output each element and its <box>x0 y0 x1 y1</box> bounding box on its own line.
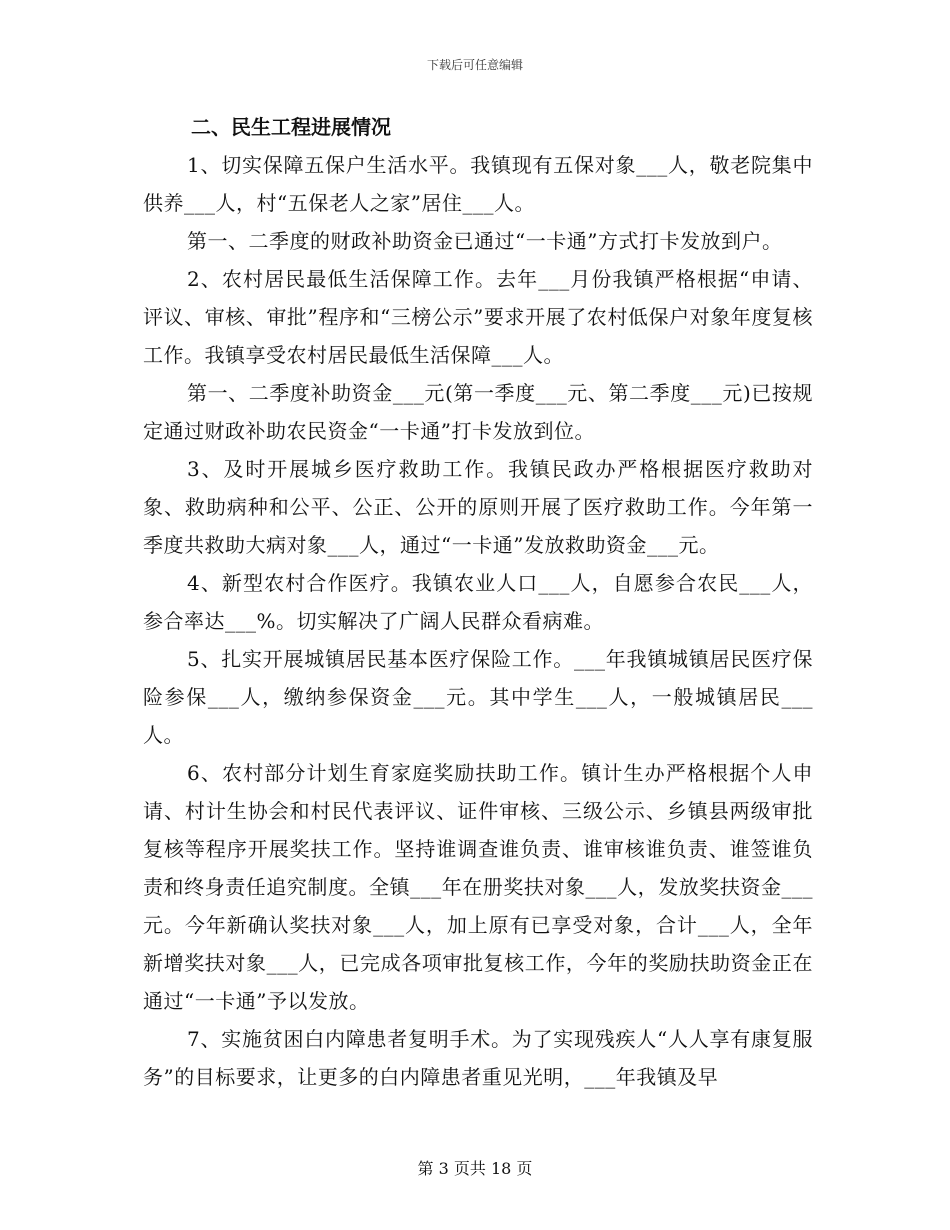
page-header-note: 下载后可任意编辑 <box>426 58 523 72</box>
paragraph-5: 3、及时开展城乡医疗救助工作。我镇民政办严格根据医疗救助对象、救助病种和公平、公正、公开的原则开展了医疗救助工作。今年第一季度共救助大病对象___人，通过“一卡通”发放救助资金___元。 <box>143 457 813 557</box>
paragraph-8: 6、农村部分计划生育家庭奖励扶助工作。镇计生办严格根据个人申请、村计生协会和村民代表评议、证件审核、三级公示、乡镇县两级审批复核等程序开展奖扶工作。坚持谁调查谁负责、谁审核谁负责、谁签谁负责和终身责任追究制度。全镇___年在册奖扶对象___人，发放奖扶资金___元。今年新确认奖扶对象___人，加上原有已享受对象，合计___人，全年新增奖扶对象___人，已完成各项审批复核工作，今年的奖励扶助资金正在通过“一卡通”予以发放。 <box>143 761 813 1013</box>
paragraph-1: 1、切实保障五保户生活水平。我镇现有五保对象___人，敬老院集中供养___人，村“五保老人之家”居住___人。 <box>143 153 813 215</box>
paragraph-9: 7、实施贫困白内障患者复明手术。为了实现残疾人“人人享有康复服务”的目标要求，让更多的白内障患者重见光明，___年我镇及早 <box>143 1027 813 1089</box>
paragraph-6: 4、新型农村合作医疗。我镇农业人口___人，自愿参合农民___人，参合率达___%。切实解决了广阔人民群众看病难。 <box>143 571 813 633</box>
section-title: 二、民生工程进展情况 <box>191 115 391 139</box>
paragraph-2: 第一、二季度的财政补助资金已通过“一卡通”方式打卡发放到户。 <box>187 229 783 253</box>
paragraph-7: 5、扎实开展城镇居民基本医疗保险工作。___年我镇城镇居民医疗保险参保___人，缴纳参保资金___元。其中学生___人，一般城镇居民___人。 <box>143 647 813 747</box>
document-body <box>143 108 813 1096</box>
page-number: 第 3 页共 18 页 <box>417 1159 533 1178</box>
paragraph-4: 第一、二季度补助资金___元(第一季度___元、第二季度___元)已按规定通过财政补助农民资金“一卡通”打卡发放到位。 <box>143 381 813 443</box>
paragraph-3: 2、农村居民最低生活保障工作。去年___月份我镇严格根据“申请、评议、审核、审批”程序和“三榜公示”要求开展了农村低保户对象年度复核工作。我镇享受农村居民最低生活保障___人。 <box>143 267 813 367</box>
